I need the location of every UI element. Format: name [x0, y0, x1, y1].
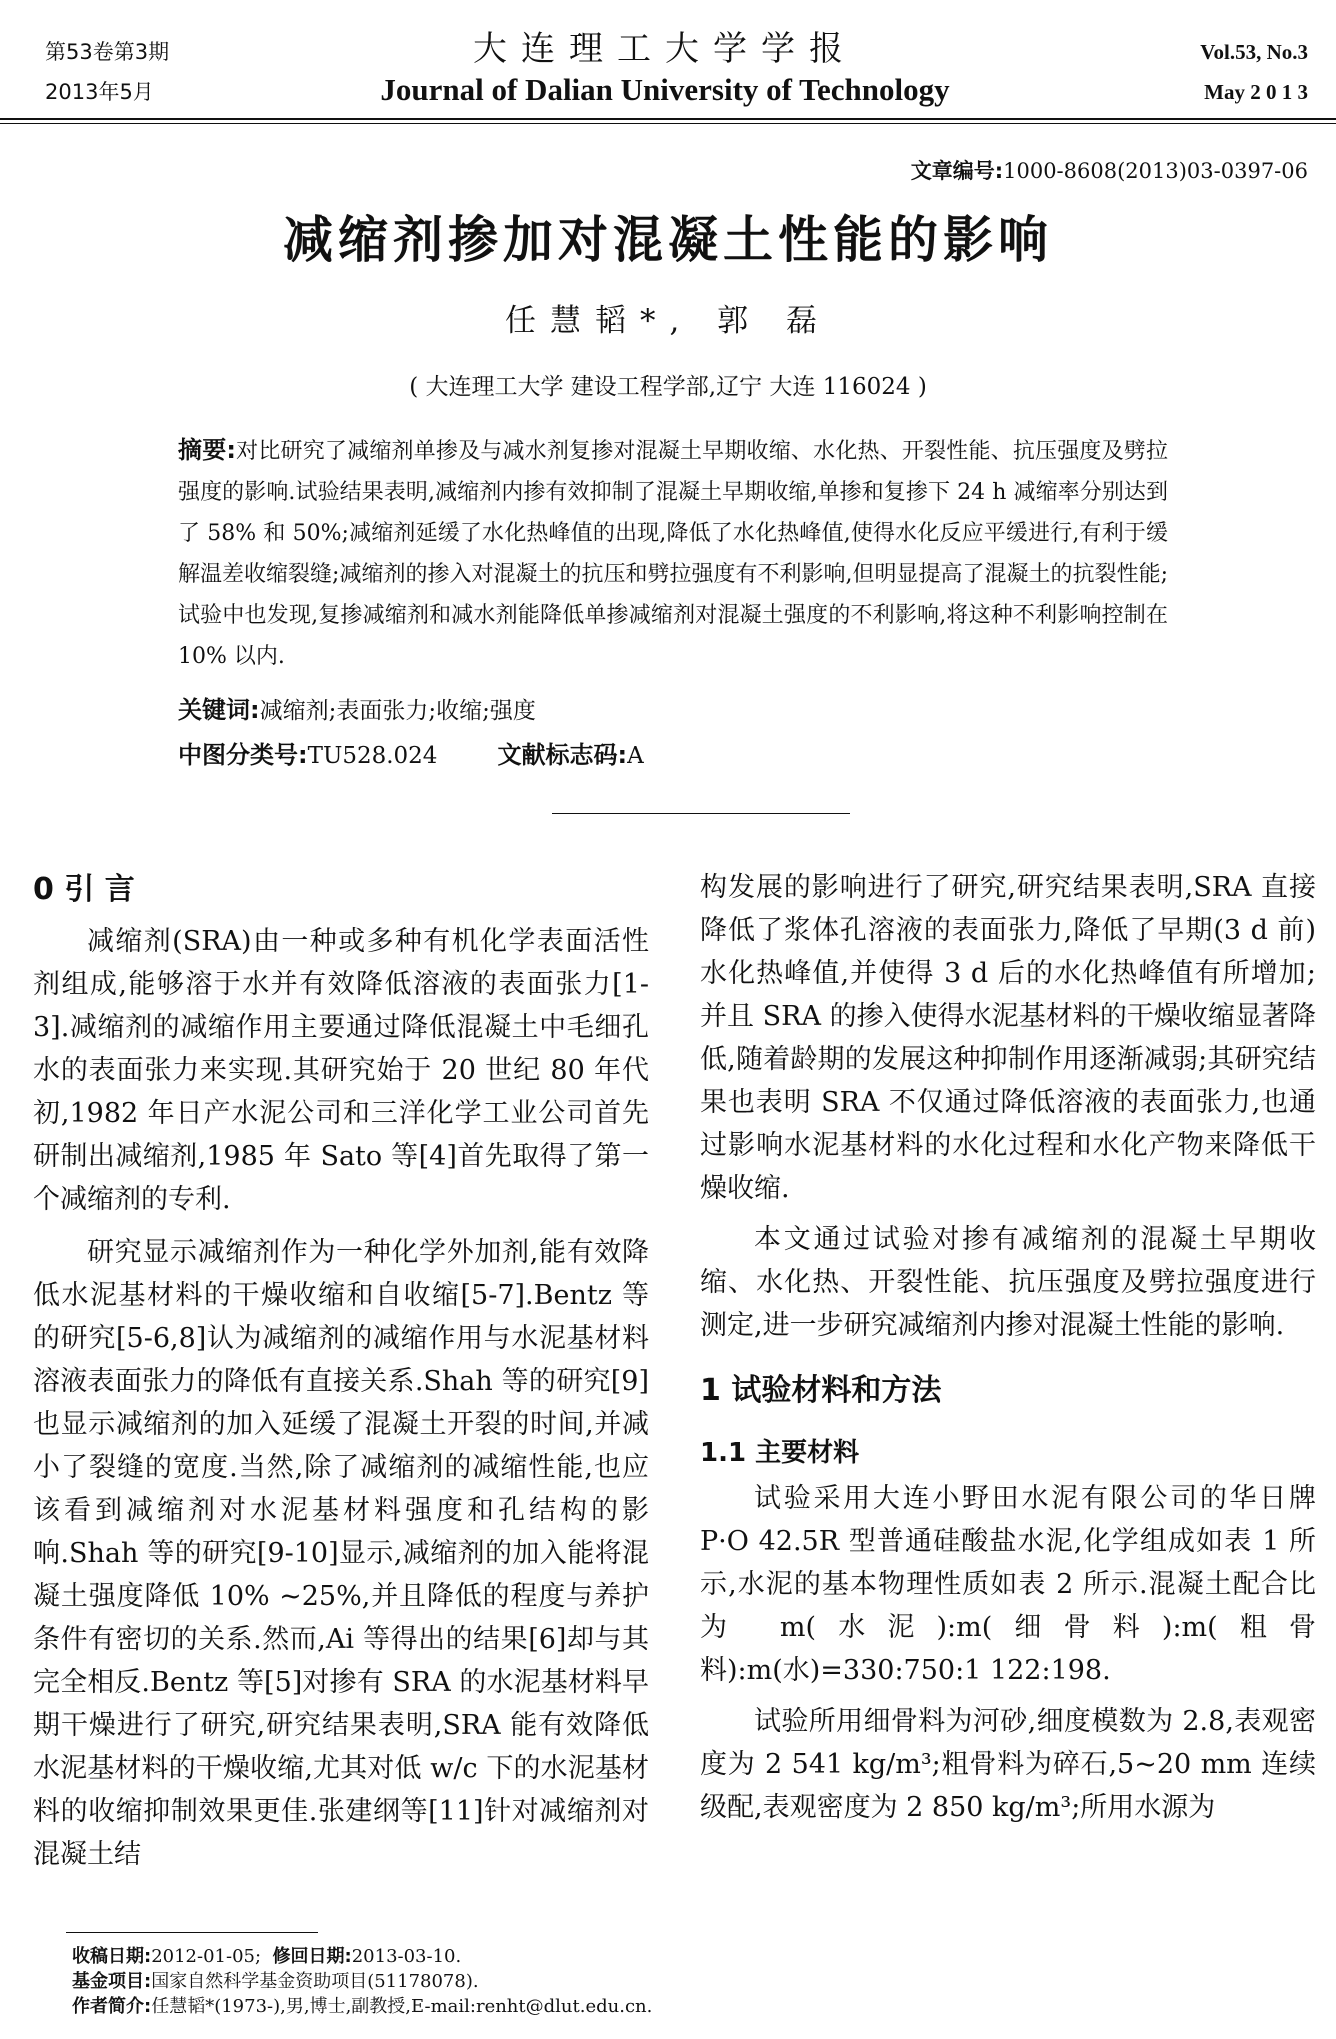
footnote-fund — [72, 1969, 479, 1994]
received-label: 收稿日期: — [72, 1946, 152, 1967]
header-rule-thin — [0, 123, 1336, 124]
materials-paragraph-1: 试验采用大连小野田水泥有限公司的华日牌 P·O 42.5R 型普通硅酸盐水泥,化学组成如表 1 所示,水泥的基本物理性质如表 2 所示.混凝土配合比为 m(水泥):m(细骨料):m(粗骨料):m(水)=330:750:1 122:198. — [700, 1483, 1316, 1686]
article-number-label: 文章编号: — [910, 159, 1004, 183]
left-column — [33, 872, 649, 1876]
fund-label: 基金项目: — [72, 1971, 152, 1992]
date-en: May 2 0 1 3 — [1204, 80, 1308, 104]
header-rule — [0, 118, 1336, 120]
journal-title — [330, 28, 1000, 110]
right-paragraph-1: 构发展的影响进行了研究,研究结果表明,SRA 直接降低了浆体孔溶液的表面张力,降低了早期(3 d 前)水化热峰值,并使得 3 d 后的水化热峰值有所增加;并且 SRA 的掺入使得水泥基材料的干燥收缩显著降低,随着龄期的发展这种抑制作用逐渐减弱;其研究结果也表明 SRA 不仅通过降低溶液的表面张力,也通过影响水泥基材料的水化过程和水化产物来降低干燥收缩. — [700, 872, 1316, 1204]
clc-label: 中图分类号: — [178, 741, 308, 769]
clc-value: TU528.024 — [307, 743, 438, 769]
heading-introduction: 0 引 言 — [33, 872, 135, 907]
issue-info-en — [1200, 32, 1308, 112]
date-cn: 2013年5月 — [45, 80, 154, 104]
fund-text: 国家自然科学基金资助项目(51178078). — [151, 1971, 479, 1992]
classification — [178, 735, 644, 770]
author-bio-text: 任慧韬*(1973-),男,博士,副教授,E-mail:renht@dlut.edu.cn. — [151, 1996, 653, 2017]
affiliation: ( 大连理工大学 建设工程学部,辽宁 大连 116024 ) — [409, 374, 927, 400]
abstract-text: 对比研究了减缩剂单掺及与减水剂复掺对混凝土早期收缩、水化热、开裂性能、抗压强度及劈拉强度的影响.试验结果表明,减缩剂内掺有效抑制了混凝土早期收缩,单掺和复掺下 24 h 减缩率分别达到了 58% 和 50%;减缩剂延缓了水化热峰值的出现,降低了水化热峰值,使得水化反应平缓进行,有利于缓解温差收缩裂缝;减缩剂的掺入对混凝土的抗压和劈拉强度有不利影响,但明显提高了混凝土的抗裂性能;试验中也发现,复掺减缩剂和减水剂能降低单掺减缩剂对混凝土强度的不利影响,将这种不利影响控制在 10% 以内. — [178, 439, 1168, 669]
materials-paragraph-2: 试验所用细骨料为河砂,细度模数为 2.8,表观密度为 2 541 kg/m³;粗骨料为碎石,5~20 mm 连续级配,表观密度为 2 850 kg/m³;所用水源为 — [700, 1706, 1316, 1823]
heading-section-1-1: 1.1 主要材料 — [700, 1438, 860, 1468]
heading-section-1: 1 试验材料和方法 — [700, 1373, 942, 1408]
journal-title-cn: 大连理工大学学报 — [473, 29, 857, 69]
doc-code-value: A — [627, 743, 644, 769]
author-bio-label: 作者简介: — [72, 1996, 152, 2017]
abstract-label: 摘要: — [178, 436, 236, 464]
volume-cn: 第53卷第3期 — [45, 40, 170, 64]
keywords-label: 关键词: — [178, 696, 260, 724]
keywords — [178, 690, 536, 725]
intro-paragraph-1: 减缩剂(SRA)由一种或多种有机化学表面活性剂组成,能够溶于水并有效降低溶液的表面张力[1-3].减缩剂的减缩作用主要通过降低混凝土中毛细孔水的表面张力来实现.其研究始于 20 世纪 80 年代初,1982 年日产水泥公司和三洋化学工业公司首先研制出减缩剂,1985 年 Sato 等[4]首先取得了第一个减缩剂的专利. — [33, 926, 649, 1215]
footnote-rule — [66, 1932, 318, 1933]
keywords-text: 减缩剂;表面张力;收缩;强度 — [259, 698, 536, 724]
paper-title: 减缩剂掺加对混凝土性能的影响 — [283, 211, 1053, 269]
abstract-divider — [552, 813, 850, 814]
revised-label: 修回日期: — [272, 1946, 352, 1967]
issue-info-cn — [45, 32, 169, 112]
volume-en: Vol.53, No.3 — [1200, 40, 1308, 64]
right-column — [700, 866, 1316, 1829]
footnote-dates — [72, 1944, 461, 1969]
received-date: 2012-01-05; — [151, 1946, 262, 1967]
intro-paragraph-2: 研究显示减缩剂作为一种化学外加剂,能有效降低水泥基材料的干燥收缩和自收缩[5-7].Bentz 等的研究[5-6,8]认为减缩剂的减缩作用与水泥基材料溶液表面张力的降低有直接关系.Shah 等的研究[9]也显示减缩剂的加入延缓了混凝土开裂的时间,并减小了裂缝的宽度.当然,除了减缩剂的减缩性能,也应该看到减缩剂对水泥基材料强度和孔结构的影响.Shah 等的研究[9-10]显示,减缩剂的加入能将混凝土强度降低 10% ~25%,并且降低的程度与养护条件有密切的关系.然而,Ai 等得出的结果[6]却与其完全相反.Bentz 等[5]对掺有 SRA 的水泥基材料早期干燥进行了研究,研究结果表明,SRA 能有效降低水泥基材料的干燥收缩,尤其对低 w/c 下的水泥基材料的收缩抑制效果更佳.张建纲等[11]针对减缩剂对混凝土结 — [33, 1237, 649, 1870]
footnote-author — [72, 1994, 652, 2019]
article-number — [911, 155, 1308, 185]
abstract — [178, 430, 1168, 677]
revised-date: 2013-03-10. — [351, 1946, 462, 1967]
right-paragraph-2: 本文通过试验对掺有减缩剂的混凝土早期收缩、水化热、开裂性能、抗压强度及劈拉强度进行测定,进一步研究减缩剂内掺对混凝土性能的影响. — [700, 1224, 1316, 1341]
journal-title-en: Journal of Dalian University of Technology — [380, 72, 950, 107]
article-number-value: 1000-8608(2013)03-0397-06 — [1003, 159, 1308, 183]
authors: 任慧韬*, 郭 磊 — [504, 303, 832, 339]
doc-code-label: 文献标志码: — [497, 741, 628, 769]
